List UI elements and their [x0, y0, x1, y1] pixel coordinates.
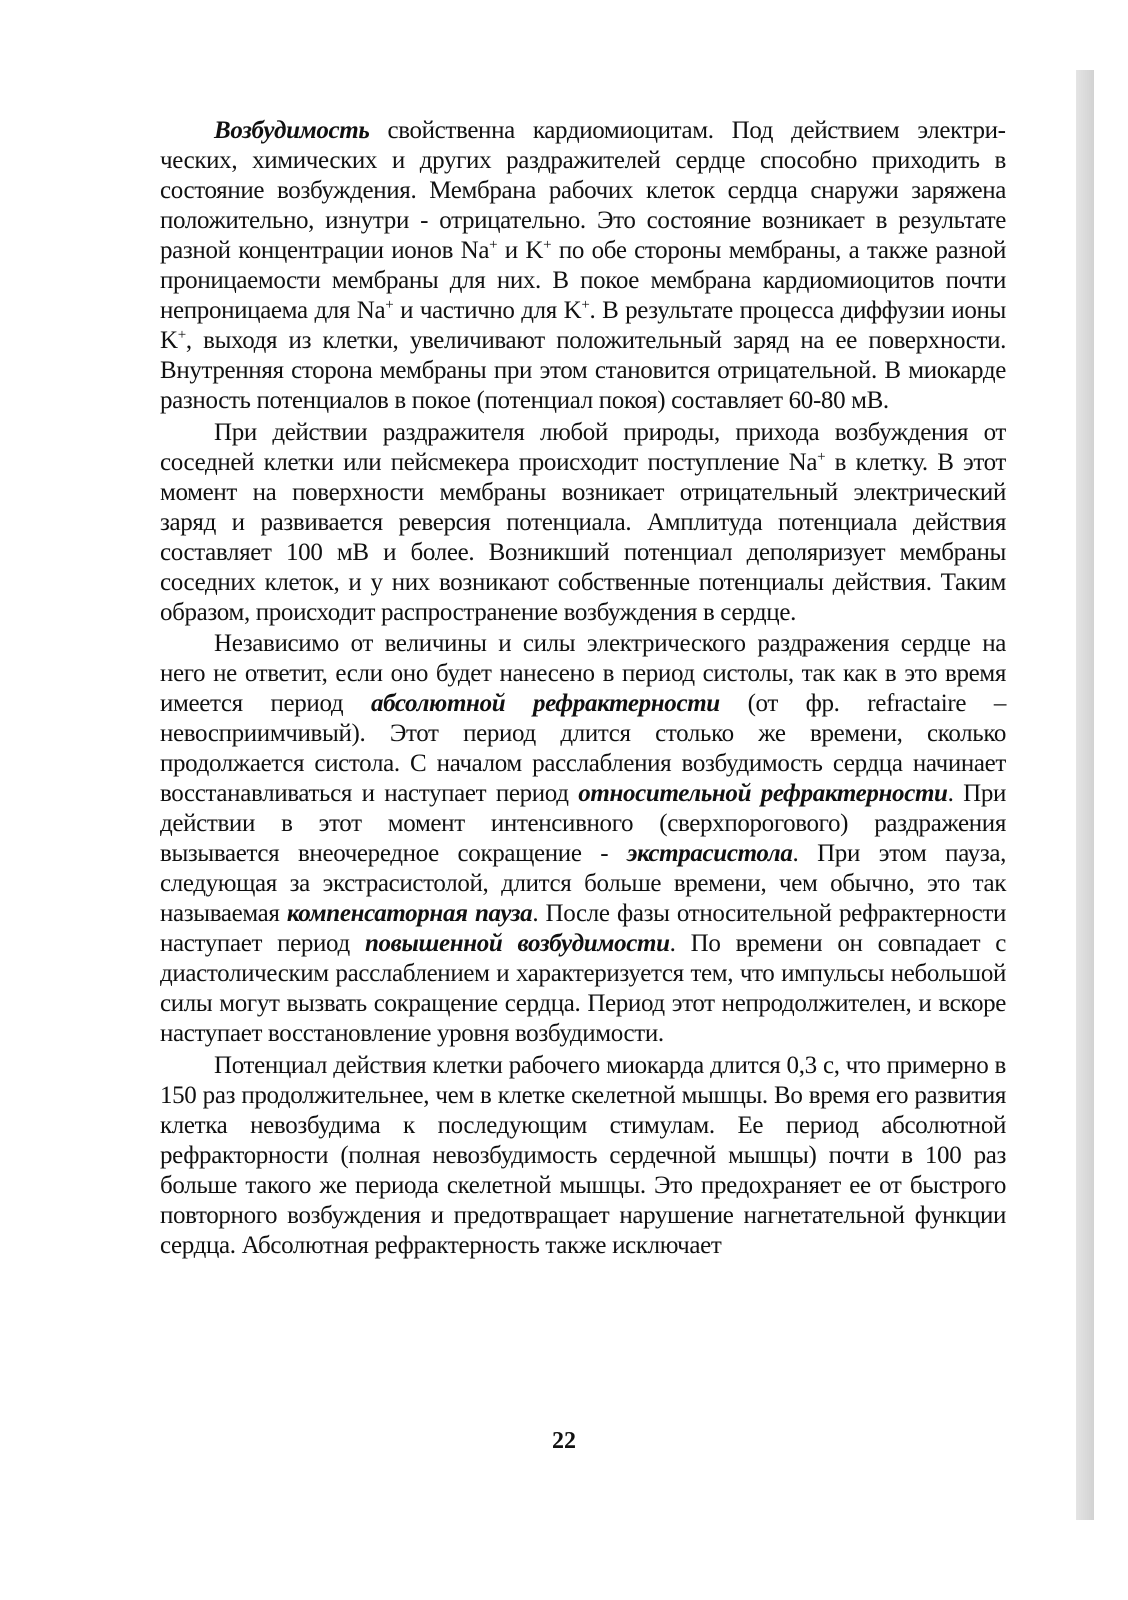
text-run: (от фр. refractaire – невосприимчивый). Этот период длится столько же времени, сколько продолжается систола. С началом расслабления возбудимость сердца начинает восстанавливаться и наступает период	[160, 690, 1006, 807]
text-run: . При действии в этот момент интенсивного (сверхпорогового) раздражения вызывается внеочередное сокращение -	[160, 780, 1007, 867]
text-run: Независимо от величины и силы электрического раздражения сердце на него не ответит, если оно будет нанесено в период систолы, так как в это время имеется период	[160, 630, 1006, 717]
term: компенсаторная пауза	[286, 900, 533, 927]
term: повышенной возбудимости	[364, 930, 670, 957]
text-run: . После фазы относительной рефрактерности наступает период	[160, 900, 1006, 957]
superscript: +	[385, 297, 394, 313]
text-run: в клетку. В этот момент на поверхности мембраны возникает отрицательный электрический заряд и развивается реверсия потенциала. Амплитуда потенциала действия составляет 100 мВ и более. Возникший потенциал деполяризует мембраны соседних клеток, и у них возникают собственные потенциалы действия. Таким образом, происходит распространение возбуждения в сердце.	[160, 448, 1006, 626]
term: относительной рефрактерности	[578, 780, 948, 807]
text-run: . В результате процесса диффузии ионы K	[160, 297, 1006, 354]
superscript: +	[543, 237, 552, 253]
text-run: свойственна кардиомиоцитам. Под действием электрических, химических и других раздражителей сердце способно приходить в состояние возбуждения. Мембрана рабочих клеток сердца снаружи заряжена положительно, изнутри - отрицательно. Это состояние возникает в результате разной концентрации ионов Na	[160, 117, 1006, 264]
scan-edge-shadow	[1076, 70, 1094, 1520]
term: Возбудимость	[214, 117, 370, 144]
paragraph-action-potential	[160, 1051, 1006, 1261]
text-run: . По времени он совпадает с диастолическим расслаблением и характеризуется тем, что импульсы небольшой силы могут вызвать сокращение сердца. Период этот непродолжителен, и вскоре наступает восстановление уровня возбудимости.	[160, 930, 1006, 1047]
text-run: по обе стороны мембраны, а также разной проницаемости мембраны для них. В покое мембрана кардиомиоцитов почти непроницаема для Na	[160, 237, 1006, 324]
superscript: +	[817, 448, 826, 465]
superscript: +	[177, 327, 186, 343]
term: абсолютной рефрактерности	[370, 690, 720, 717]
text-run: Потенциал действия клетки рабочего миокарда длится 0,3 с, что примерно в 150 раз продолжительнее, чем в клетке скелетной мышцы. Во время его развития клетка невозбудима к последующим стимулам. Ее период абсолютной рефракторности (полная невозбудимость сердечной мышцы) почти в 100 раз больше такого же периода скелетной мышцы. Это предохраняет ее от быстрого повторного возбуждения и предотвращает нарушение нагнетательной функции сердца. Абсолютная рефрактерность также исключает	[160, 1051, 1006, 1259]
page-number: 22	[552, 1428, 576, 1454]
text-run: , выходя из клетки, увеличивают положительный заряд на ее поверхности. Внутренняя сторона мембраны при этом становится отрицательной. В миокарде разность потенциалов в покое (потенциал покоя) составляет 60-80 мВ.	[160, 327, 1006, 414]
text-run: и частично для K	[393, 297, 582, 324]
superscript: +	[581, 297, 590, 313]
text-run: . При этом пауза, следующая за экстрасистолой, длится больше времени, чем обычно, это так называемая	[160, 840, 1006, 927]
paragraph-excitability	[160, 116, 1006, 416]
text-run: При действии раздражителя любой природы, прихода возбуждения от соседней клетки или пейсмекера происходит поступление Na	[160, 418, 1006, 476]
term: экстрасистола	[626, 840, 793, 867]
text-run: и K	[497, 237, 544, 264]
paragraph-stimulus	[160, 418, 1006, 628]
page-body	[160, 116, 1006, 1262]
superscript: +	[489, 237, 498, 253]
paragraph-refractoriness	[160, 629, 1006, 1049]
